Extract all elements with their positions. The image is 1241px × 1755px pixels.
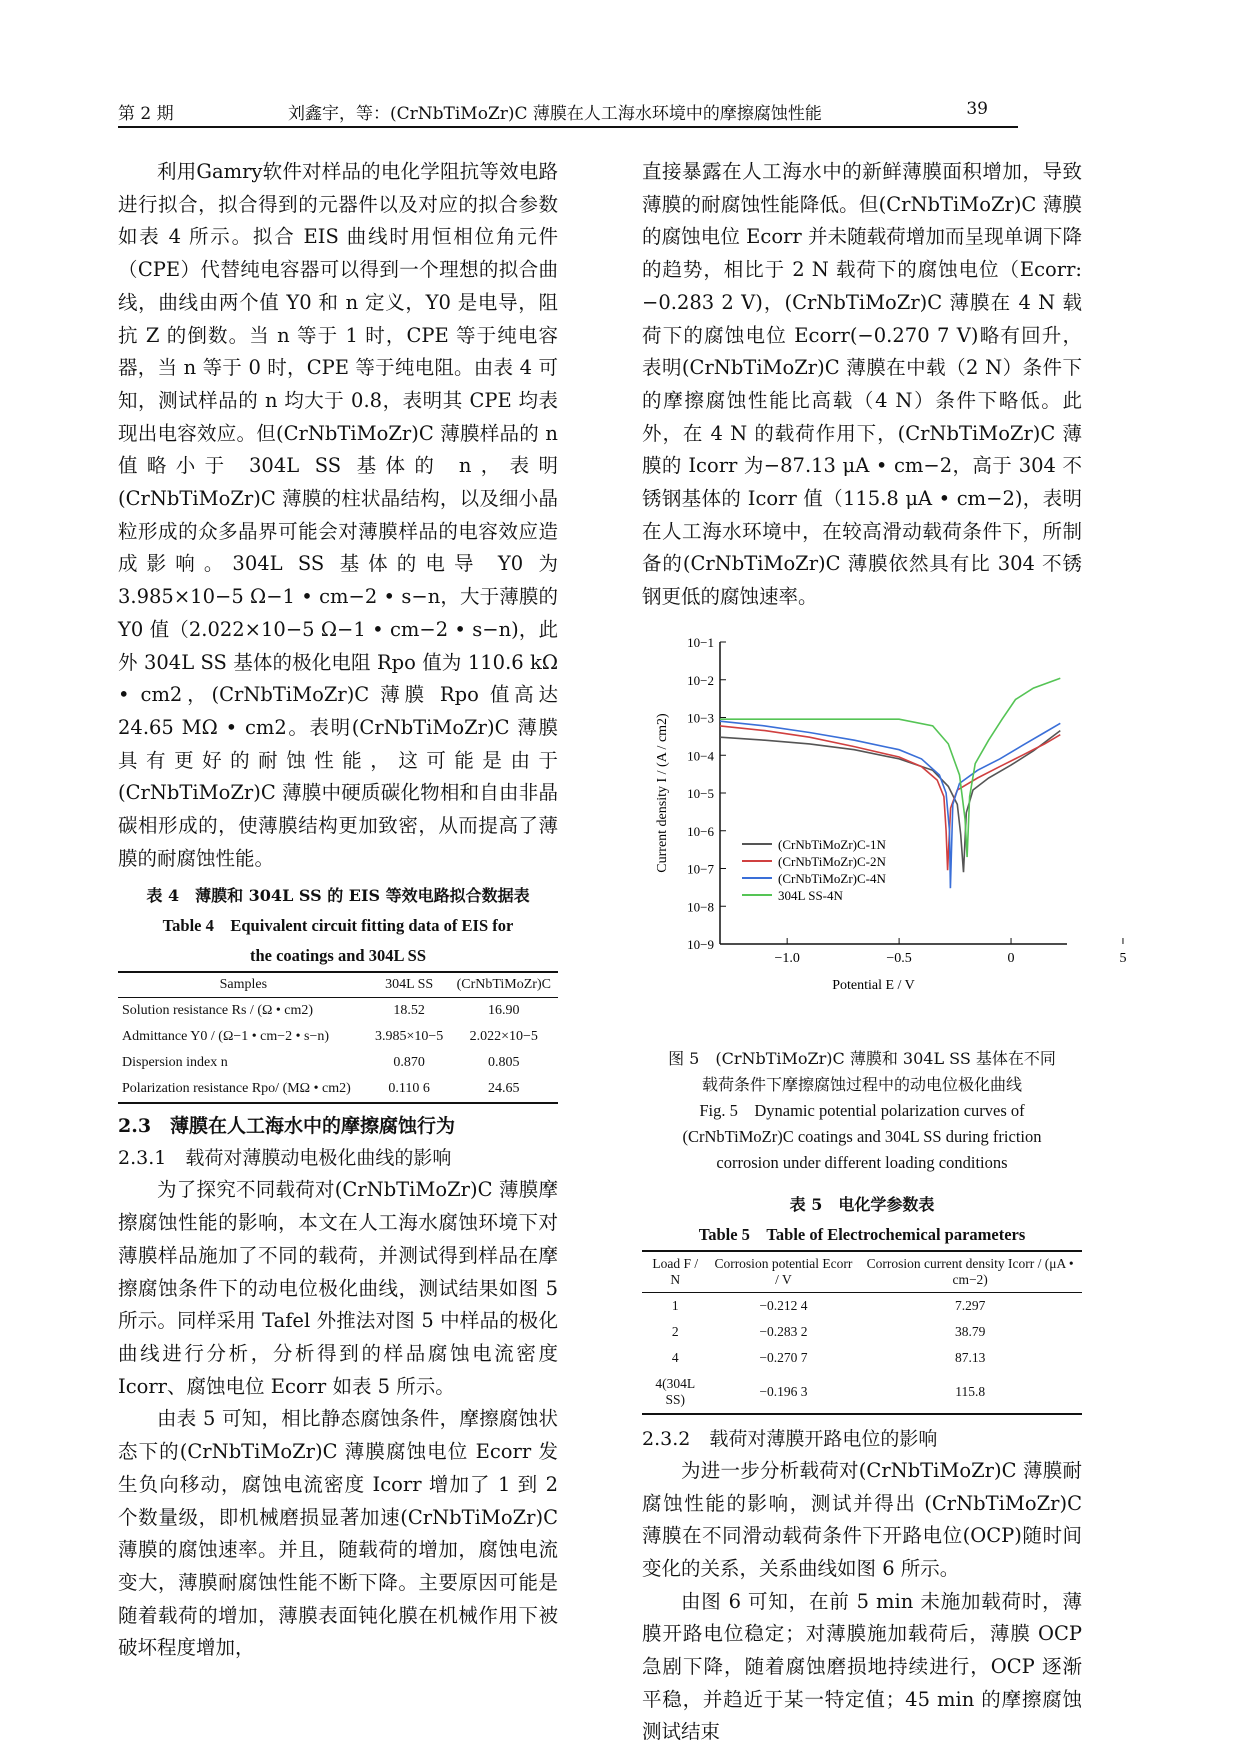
fig5-caption-en3: corrosion under different loading conditions [716, 1152, 1008, 1172]
legend-label: (CrNbTiMoZr)C-2N [778, 853, 886, 869]
y-tick-label: 10−5 [687, 785, 714, 801]
table-row [642, 1319, 1082, 1345]
table-header-cell: Load F / N [642, 1251, 709, 1293]
table-cell: −0.212 4 [759, 1297, 808, 1313]
header-rule [118, 126, 1018, 128]
table-cell: 0.110 6 [369, 1076, 450, 1103]
table-row [118, 998, 558, 1025]
table-cell: −0.270 7 [759, 1349, 808, 1365]
issue-label: 第 2 期 [118, 104, 174, 124]
legend-label: (CrNbTiMoZr)C-4N [778, 870, 886, 886]
table-cell: 2.022×10−5 [469, 1029, 538, 1045]
table-cell: 4 [671, 1349, 679, 1365]
y-tick-label: 10−7 [687, 861, 714, 877]
figure-5 [642, 614, 1127, 1054]
y-tick-label: 10−4 [687, 748, 714, 764]
table-cell: Dispersion index n [122, 1055, 228, 1071]
x-tick-label: 5 [1119, 950, 1127, 966]
fig5-caption-en2: (CrNbTiMoZr)C coatings and 304L SS during friction [682, 1126, 1042, 1146]
table-cell: −0.283 2 [759, 1323, 808, 1339]
table-cell: 87.13 [954, 1349, 986, 1365]
table5-caption-en: Table 5 Table of Electrochemical parameters [698, 1224, 1026, 1244]
table-header-cell: Corrosion current density Icorr / (μA • cm−2) [858, 1251, 1082, 1293]
polarization-chart [642, 614, 1127, 1054]
x-axis-label: Potential E / V [832, 977, 915, 993]
fig5-caption-en1: Fig. 5 Dynamic potential polarization curves of [699, 1100, 1025, 1120]
table-cell: 24.65 [450, 1076, 558, 1103]
paragraph: 直接暴露在人工海水中的新鲜薄膜面积增加，导致薄膜的耐腐蚀性能降低。但(CrNbTiMoZr)C 薄膜的腐蚀电位 Ecorr 并未随载荷增加而呈现单调下降的趋势，相比于 2 N 载荷下的腐蚀电位（Ecorr: −0.283 2 V)，(CrNbTiMoZr)C 薄膜在 4 N 载荷下的腐蚀电位 Ecorr(−0.270 7 V)略有回升，表明(CrNbTiMoZr)C 薄膜在中载（2 N）条件下的摩擦腐蚀性能比高载（4 N）条件下略低。此外，在 4 N 的载荷作用下，(CrNbTiMoZr)C 薄膜的 Icorr 为−87.13 μA • cm−2，高于 304 不锈钢基体的 Icorr 值（115.8 μA • cm−2)，表明在人工海水环境中，在较高滑动载荷条件下，所制备的(CrNbTiMoZr)C 薄膜依然具有比 304 不锈钢更低的腐蚀速率。 [642, 160, 1082, 609]
table-cell: 0.805 [488, 1055, 520, 1071]
paragraph: 由图 6 可知，在前 5 min 未施加载荷时，薄膜开路电位稳定；对薄膜施加载荷后，薄膜 OCP 急剧下降，随着腐蚀磨损地持续进行，OCP 逐渐平稳，并趋近于某一特定值；45 min 的摩擦腐蚀测试结束 [642, 1589, 1082, 1744]
table-cell: Admittance Y0 / (Ω−1 • cm−2 • s−n) [122, 1029, 330, 1045]
y-tick-label: 10−9 [687, 936, 714, 952]
y-tick-label: 10−2 [687, 672, 714, 688]
fig5-caption-cn2: 载荷条件下摩擦腐蚀过程中的动电位极化曲线 [701, 1074, 1022, 1094]
table-row [118, 1024, 558, 1050]
table4-caption-cn: 表 4 薄膜和 304L SS 的 EIS 等效电路拟合数据表 [146, 886, 530, 906]
table-cell: 18.52 [393, 1003, 425, 1019]
table4-caption-en2: the coatings and 304L SS [249, 946, 427, 966]
series-line [720, 678, 1060, 857]
section-heading-2-3-2: 2.3.2 载荷对薄膜开路电位的影响 [642, 1427, 938, 1450]
left-column [118, 156, 558, 1665]
table-cell: 7.297 [954, 1297, 986, 1313]
table-cell: −0.196 3 [709, 1371, 859, 1414]
table5 [642, 1250, 1082, 1415]
x-tick-label: −1.0 [774, 950, 800, 966]
y-tick-label: 10−3 [687, 710, 714, 726]
table-cell: 4(304L SS) [642, 1371, 709, 1414]
y-tick-label: 10−1 [687, 634, 714, 650]
figure-5-caption [642, 1046, 1082, 1176]
table-cell: 2 [671, 1323, 679, 1339]
series-line [720, 721, 1060, 888]
fig5-caption-cn1: 图 5 (CrNbTiMoZr)C 薄膜和 304L SS 基体在不同 [668, 1048, 1056, 1068]
running-header [118, 95, 1018, 125]
x-tick-label: 0 [1007, 950, 1015, 966]
table-header-cell: (CrNbTiMoZr)C [450, 972, 558, 998]
table-row [642, 1345, 1082, 1371]
table-header-cell: Corrosion potential Ecorr / V [709, 1251, 859, 1293]
table4 [118, 971, 558, 1104]
right-column [642, 156, 1127, 1749]
table-cell: 115.8 [858, 1371, 1082, 1414]
table5-caption-cn: 表 5 电化学参数表 [789, 1194, 935, 1214]
table4-caption [118, 881, 558, 971]
table-header-row [642, 1251, 1082, 1293]
y-axis-label: Current density I / (A / cm2) [655, 713, 670, 873]
table-cell: 1 [671, 1297, 679, 1313]
paragraph: 为进一步分析载荷对(CrNbTiMoZr)C 薄膜耐腐蚀性能的影响，测试并得出 (CrNbTiMoZr)C 薄膜在不同滑动载荷条件下开路电位(OCP)随时间变化的关系，关系曲线如图 6 所示。 [642, 1458, 1082, 1580]
paragraph: 为了探究不同载荷对(CrNbTiMoZr)C 薄膜摩擦腐蚀性能的影响，本文在人工海水腐蚀环境下对薄膜样品施加了不同的载荷，并测试得到样品在摩擦腐蚀条件下的动电位极化曲线，测试结果如图 5 所示。同样采用 Tafel 外推法对图 5 中样品的极化曲线进行分析，分析得到的样品腐蚀电流密度 Icorr、腐蚀电位 Ecorr 如表 5 所示。 [118, 1178, 558, 1398]
section-heading-2-3-1: 2.3.1 载荷对薄膜动电极化曲线的影响 [118, 1147, 452, 1170]
legend-label: 304L SS-4N [778, 887, 843, 903]
table-row [118, 1050, 558, 1076]
table-cell: 38.79 [954, 1323, 986, 1339]
running-title: 刘鑫宇，等：(CrNbTiMoZr)C 薄膜在人工海水环境中的摩擦腐蚀性能 [288, 104, 822, 124]
legend-label: (CrNbTiMoZr)C-1N [778, 836, 886, 852]
series-line [720, 730, 1060, 872]
table-header-cell: 304L SS [369, 972, 450, 998]
y-tick-label: 10−8 [687, 899, 714, 915]
paragraph: 由表 5 可知，相比静态腐蚀条件，摩擦腐蚀状态下的(CrNbTiMoZr)C 薄膜腐蚀电位 Ecorr 发生负向移动，腐蚀电流密度 Icorr 增加了 1 到 2 个数量级，即机械磨损显著加速(CrNbTiMoZr)C 薄膜的腐蚀速率。并且，随载荷的增加，腐蚀电流变大，薄膜耐腐蚀性能不断下降。主要原因可能是随着载荷的增加，薄膜表面钝化膜在机械作用下被破坏程度增加， [118, 1407, 558, 1660]
table4-caption-en1: Table 4 Equivalent circuit fitting data of EIS for [162, 916, 514, 936]
page-number: 39 [966, 99, 988, 119]
table-cell: 16.90 [488, 1003, 520, 1019]
y-tick-label: 10−6 [687, 823, 714, 839]
table-cell: Polarization resistance Rpo/ (MΩ • cm2) [118, 1076, 369, 1103]
table-row [118, 1076, 558, 1103]
table-header-row [118, 972, 558, 998]
table-header-cell: Samples [118, 972, 369, 998]
table-cell: 3.985×10−5 [375, 1029, 444, 1045]
table5-caption [642, 1190, 1082, 1250]
x-tick-label: −0.5 [886, 950, 912, 966]
table-row [642, 1371, 1082, 1414]
section-heading-2-3: 2.3 薄膜在人工海水中的摩擦腐蚀行为 [118, 1115, 456, 1138]
table-row [642, 1292, 1082, 1319]
table-cell: 0.870 [393, 1055, 425, 1071]
table-cell: Solution resistance Rs / (Ω • cm2) [122, 1003, 314, 1019]
paragraph: 利用Gamry软件对样品的电化学阻抗等效电路进行拟合，拟合得到的元器件以及对应的拟合参数如表 4 所示。拟合 EIS 曲线时用恒相位角元件（CPE）代替纯电容器可以得到一个理想的拟合曲线，曲线由两个值 Y0 和 n 定义，Y0 是电导，阻抗 Z 的倒数。当 n 等于 1 时，CPE 等于纯电容器，当 n 等于 0 时，CPE 等于纯电阻。由表 4 可知，测试样品的 n 均大于 0.8，表明其 CPE 均表现出电容效应。但(CrNbTiMoZr)C 薄膜样品的 n 值略小于 304L SS 基体的 n，表明(CrNbTiMoZr)C 薄膜的柱状晶结构，以及细小晶粒形成的众多晶界可能会对薄膜样品的电容效应造成影响。304L SS 基体的电导 Y0 为 3.985×10−5 Ω−1 • cm−2 • s−n，大于薄膜的 Y0 值（2.022×10−5 Ω−1 • cm−2 • s−n)，此外 304L SS 基体的极化电阻 Rpo 值为 110.6 kΩ • cm2，(CrNbTiMoZr)C 薄膜 Rpo 值高达 24.65 MΩ • cm2。表明(CrNbTiMoZr)C 薄膜具有更好的耐蚀性能，这可能是由于(CrNbTiMoZr)C 薄膜中硬质碳化物相和自由非晶碳相形成的，使薄膜结构更加致密，从而提高了薄膜的耐腐蚀性能。 [118, 160, 558, 870]
